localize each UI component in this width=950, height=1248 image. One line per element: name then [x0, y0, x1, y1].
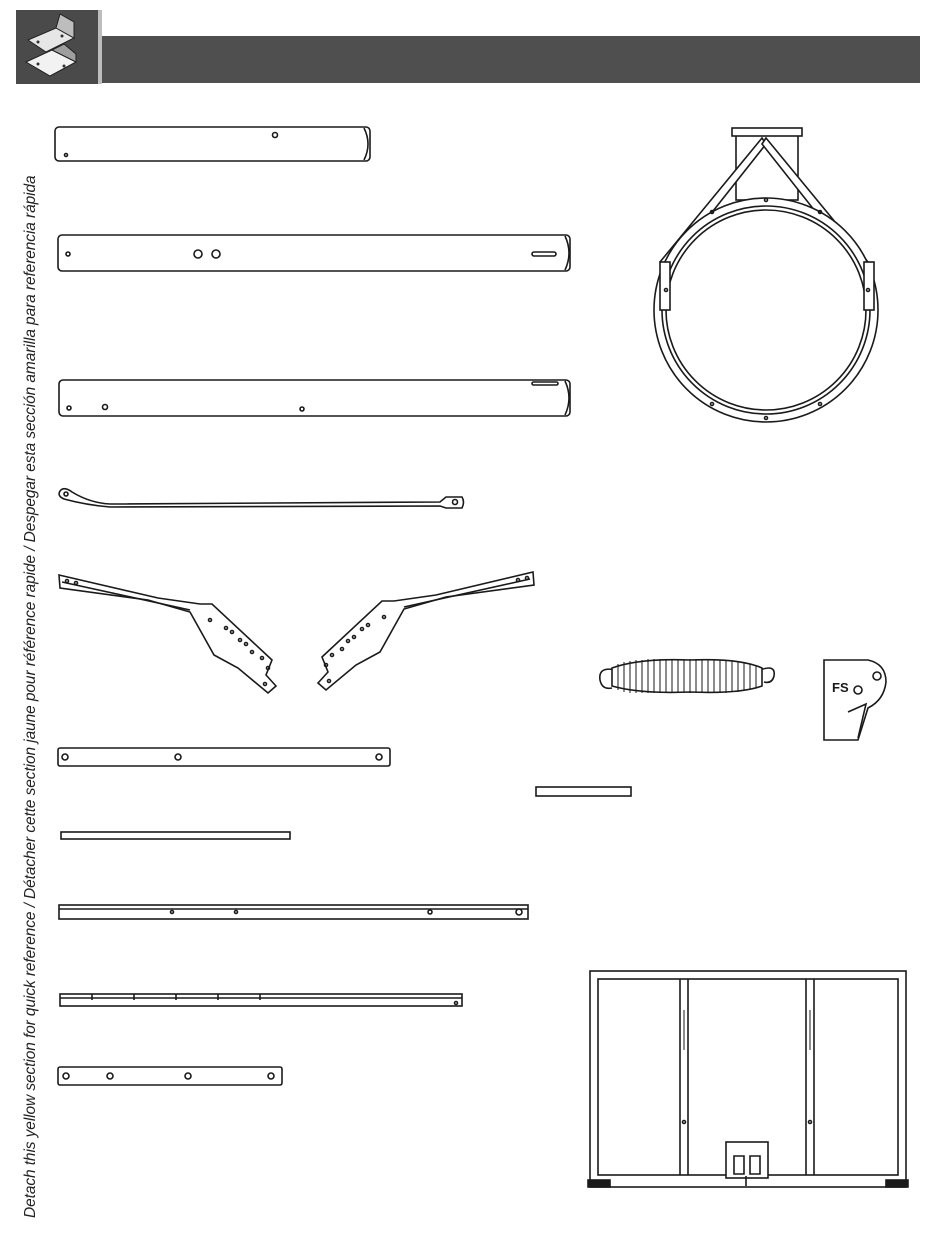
flat-bar-with-holes	[58, 748, 390, 766]
svg-text:FS: FS	[832, 680, 849, 695]
short-pole-section	[55, 127, 370, 161]
long-pole-section-with-slot	[58, 235, 570, 271]
backboard	[588, 971, 908, 1187]
short-flat-bar	[58, 1067, 282, 1085]
notched-rail	[60, 994, 462, 1006]
fs-bracket	[824, 660, 886, 740]
channel-rail	[59, 905, 528, 919]
side-caption: Detach this yellow section for quick reference / Détacher cette section jaune pour référence rapide / Despegar esta sección amarilla para referencia rápida	[22, 175, 39, 1218]
long-pole-section	[59, 380, 570, 416]
left-extension-arm	[59, 575, 276, 693]
right-extension-arm	[318, 572, 534, 690]
spring	[600, 659, 774, 693]
thin-rod	[61, 832, 290, 839]
short-flat-strip	[536, 787, 631, 796]
basketball-rim	[654, 128, 878, 422]
brace-arm	[59, 489, 463, 508]
